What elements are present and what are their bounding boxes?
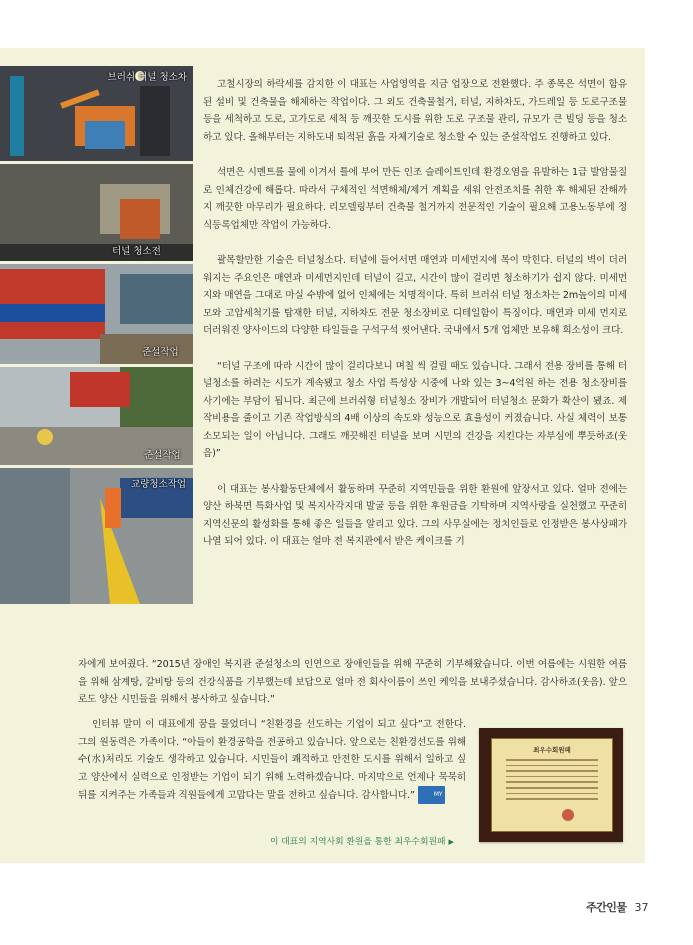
photo-caption: 브러쉬 터널 청소차	[107, 72, 187, 83]
photo-caption: 준설작업	[144, 450, 181, 461]
award-title: 최우수회원패	[533, 746, 571, 754]
photo-dredging-1	[0, 264, 193, 364]
photo-caption: 준설작업	[142, 347, 179, 358]
award-plaque-photo	[479, 728, 623, 842]
paragraph: 자에게 보여줬다. “2015년 장애인 복지관 준설청소의 인연으로 장애인들을 위해 꾸준히 기부해왔습니다. 이번 여름에는 시원한 여름을 위해 삼계탕, 갈비탕 등의 건강식품을 기부했는데 보답으로 얼마 전 회사이름이 쓰인 케익을 보내주셨습니다. 감사하죠(웃음). 앞으로도 양산 시민들을 위해서 봉사하고 싶습니다.”	[78, 659, 627, 706]
article-body-closing	[78, 716, 466, 805]
award-caption: 이 대표의 지역사회 환원을 통한 최우수회원패 ▶	[270, 837, 454, 847]
seal-icon	[562, 809, 574, 821]
triangle-right-icon: ▶	[448, 838, 454, 846]
paragraph: 석면은 시멘트를 물에 이겨서 틀에 부어 만든 인조 슬레이트인데 환경오염을 유발하는 1급 발암물질로 인체건강에 해롭다. 따라서 구체적인 석면해체/제거 계획을 세워 안전조치를 취한 후 해체된 잔해까지 깨끗한 마무리가 필요하다. 리모델링부터 건축물 철거까지 전문적인 기술이 필요해 고용노동부에 정식등록업체만 작업이 가능하다.	[203, 166, 627, 231]
article-body-wide	[78, 656, 627, 709]
photo-caption: 터널 청소전	[112, 246, 161, 257]
page-footer	[586, 899, 649, 915]
article-body	[203, 76, 627, 551]
award-plaque	[491, 738, 613, 832]
photo-brush-tunnel-truck	[0, 66, 193, 161]
paragraph: 인터뷰 말미 이 대표에게 꿈을 물었더니 “친환경을 선도하는 기업이 되고 싶다”고 전한다. 그의 원동력은 가족이다. “아들이 환경공학을 전공하고 있습니다. 앞으로는 친환경선도를 위해 수(水)처리도 기술도 생각하고 있습니다. 시민들이 쾌적하고 안전한 도시를 위해서 일하고 싶고 양산에서 실력으로 인정받는 기업이 되기 위해 노력하겠습니다. 마지막으로 언제나 묵묵히 뒤를 지켜주는 가족들과 직원들에게 고맙다는 말을 전하고 싶습니다. 감사합니다.” MY	[78, 716, 466, 805]
award-text-lines	[506, 759, 598, 804]
paragraph: “터널 구조에 따라 시간이 많이 걸리다보니 며칠 씩 걸릴 때도 있습니다. 그래서 전용 장비를 통해 터널청소를 하려는 시도가 계속됐고 청소 사업 특성상 시중에 나와 있는 3~4억원 하는 전용 청소장비를 사기에는 부담이 됩니다. 최근에 브러쉬형 터널청소 장비가 개발되어 터널청소 문화가 확산이 됐죠. 제작비용을 줄이고 기존 작업방식의 4배 이상의 속도와 성능으로 효율성이 커졌습니다. 사실 체력이 보통 소모되는 일이 아닙니다. 그래도 깨끗해진 터널을 보며 시민의 건강을 지킨다는 자부심에 뿌듯하죠(웃음)”	[203, 360, 627, 460]
paragraph: 이 대표는 봉사활동단체에서 활동하며 꾸준히 지역민들을 위한 환원에 앞장서고 있다. 얼마 전에는 양산 하북면 특화사업 및 복지사각지대 발굴 등을 위한 후원금을 기탁하며 지역사랑을 실천했고 꾸준히 지역신문의 활성화를 통해 좋은 일들을 알리고 있다. 그의 사무실에는 정치인들로 인정받은 봉사상패가 나열 되어 있다. 이 대표는 얼마 전 복지관에서 받은 케이크를 기	[203, 483, 627, 548]
tunnel-illustration	[0, 164, 193, 261]
photo-tunnel-before	[0, 164, 193, 261]
paragraph: 괄목할만한 기술은 터널청소다. 터널에 들어서면 매연과 미세먼지에 목이 막힌다. 터널의 벽이 더러워지는 주요인은 매연과 미세먼지인데 터널이 길고, 시간이 많이 걸리면 청소하기가 쉽지 않다. 미세먼지와 매연을 그대로 마실 수밖에 없어 인체에는 치명적이다. 특히 브러쉬 터널 청소차는 2m높이의 미세모와 고압세척기를 탑재한 터널, 지하차도 전문 청소장비로 디테일함이 특징이다. 매연과 미세 먼지로 더러워진 양사이드의 다양한 타일들을 구석구석 씻어낸다. 국내에서 5개 업체만 보유해 희소성이 크다.	[203, 254, 627, 337]
photo-dredging-2	[0, 367, 193, 465]
end-mark-icon: MY	[418, 786, 445, 804]
magazine-logo: 주간인물	[586, 901, 627, 914]
photo-caption: 교량청소작업	[131, 479, 187, 490]
photo-bridge-cleaning	[0, 468, 193, 604]
paragraph: 고철시장의 하락세를 감지한 이 대표는 사업영역을 지금 업장으로 전환했다. 주 종목은 석면이 함유된 설비 및 건축물을 해체하는 작업이다. 그 외도 건축물철거, 터널, 지하차도, 가드레일 등 도로구조물 등을 세척하고 도로, 고가도로 세척 등 깨끗한 도시를 위한 도로 구조물 관리, 규모가 큰 빌딩 등을 청소하고 있다. 올해부터는 지하도내 퇴적된 흙을 자체기술로 청소할 수 있는 준설작업도 진행하고 있다.	[203, 79, 627, 143]
page-number: 37	[634, 901, 649, 914]
